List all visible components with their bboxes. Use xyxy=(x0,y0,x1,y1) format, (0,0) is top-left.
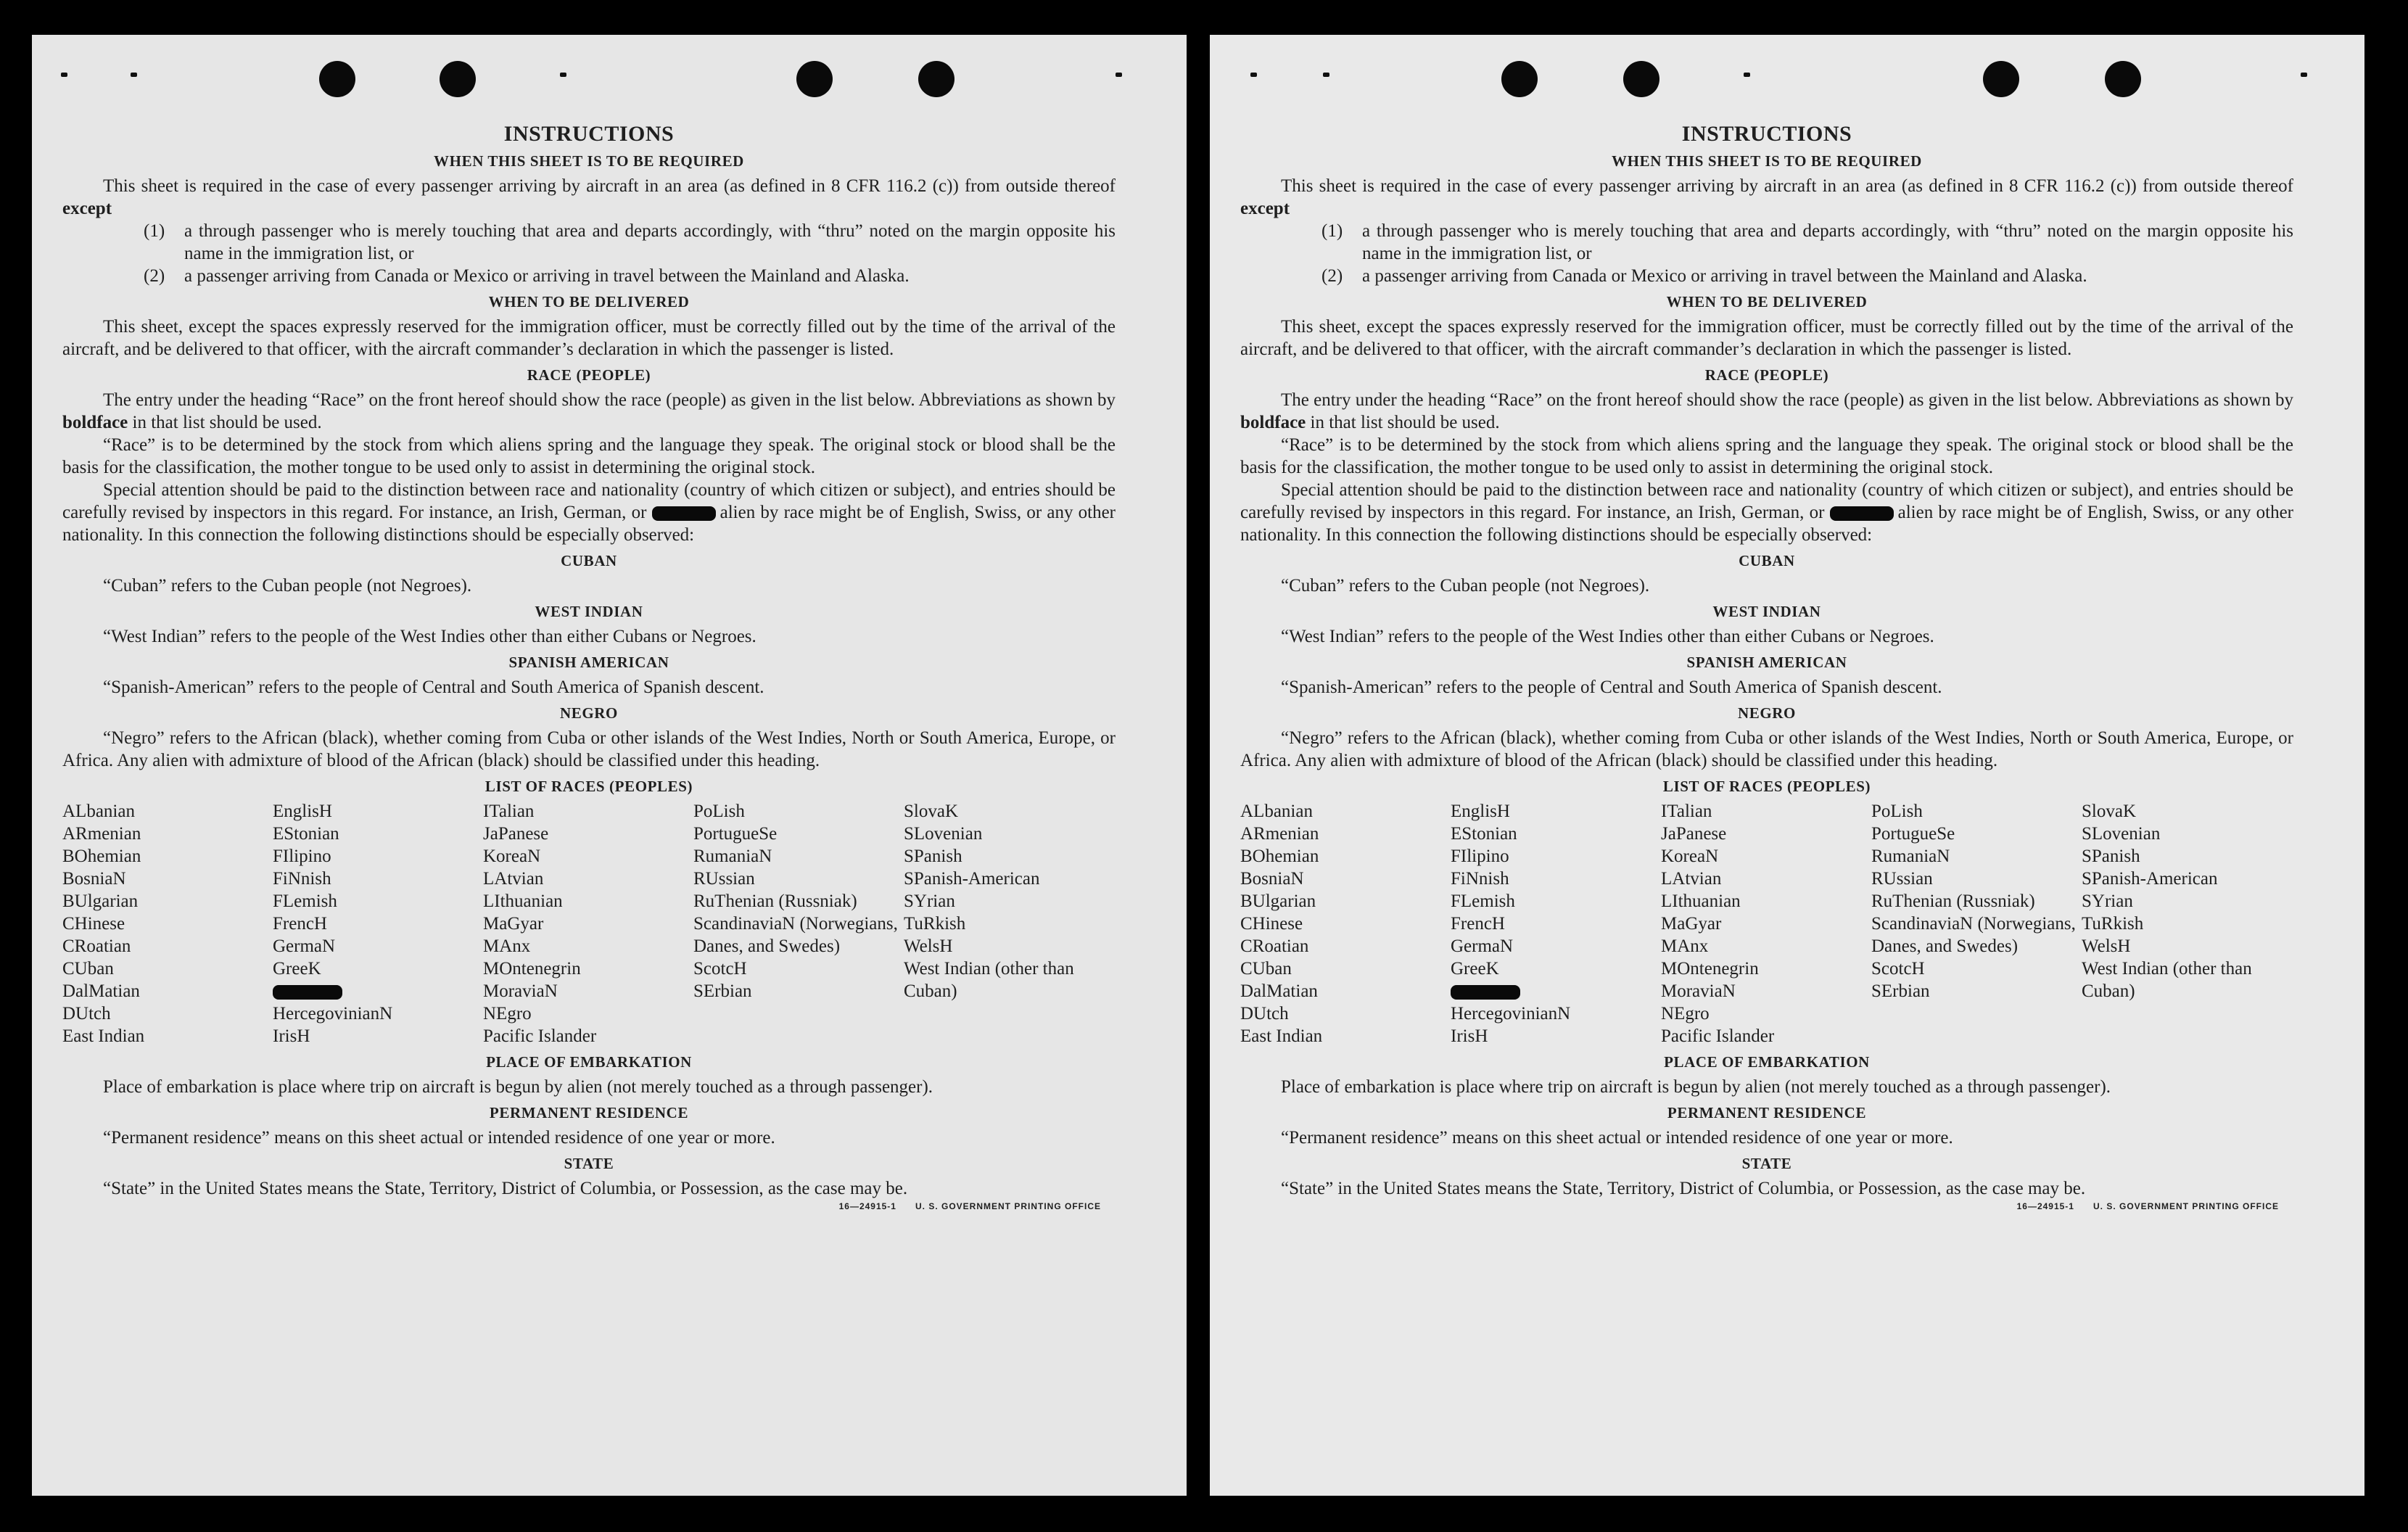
punch-mark xyxy=(61,73,67,77)
binder-hole xyxy=(319,61,355,97)
section-heading-negro: NEGRO xyxy=(1737,704,1796,722)
item-number: (2) xyxy=(1321,266,1343,286)
race-entry: FrencH xyxy=(273,914,327,934)
race-entry: West Indian (other than Cuban) xyxy=(904,959,1074,1001)
race-column xyxy=(1661,800,1871,1047)
paragraph-text: in that list should be used. xyxy=(128,413,322,432)
race-entry: EStonian xyxy=(273,824,339,844)
punch-mark xyxy=(131,73,137,77)
emphasis-except: except xyxy=(62,199,112,218)
binder-hole xyxy=(1983,61,2019,97)
race-entry: West Indian (other than Cuban) xyxy=(2082,959,2252,1001)
race-entry: DalMatian xyxy=(62,981,140,1001)
section-heading-embarkation: PLACE OF EMBARKATION xyxy=(486,1053,692,1071)
race-entry: CRoatian xyxy=(1240,936,1309,956)
race-entry: SErbian xyxy=(1871,981,1930,1001)
paragraph-west-indian: “West Indian” refers to the people of the West Indies other than either Cubans or Negroes. xyxy=(1281,627,1934,646)
race-entry: BUlgarian xyxy=(62,891,139,911)
race-entry: GermaN xyxy=(273,936,336,956)
section-heading-list-of-races: LIST OF RACES (PEOPLES) xyxy=(1662,778,1871,795)
race-entry: East Indian xyxy=(1240,1026,1323,1046)
race-entry: CRoatian xyxy=(62,936,131,956)
paragraph-negro: “Negro” refers to the African (black), whether coming from Cuba or other islands of the West Indies, North or South America, Europe, or Africa. Any alien with admixture of blood of the African (black) should be classified under this heading. xyxy=(1240,728,2293,770)
race-entry: TuRkish xyxy=(2082,914,2144,934)
form-footer xyxy=(62,1200,1116,1213)
paragraph-west-indian: “West Indian” refers to the people of the West Indies other than either Cubans or Negroes. xyxy=(103,627,756,646)
paragraph-residence: “Permanent residence” means on this sheet actual or intended residence of one year or more. xyxy=(103,1128,775,1148)
race-entry: RUssian xyxy=(1871,869,1933,889)
race-entry: ITalian xyxy=(1661,802,1712,821)
race-entry: SPanish-American xyxy=(2082,869,2218,889)
race-entry: ScandinaviaN (Norwegians, Danes, and Swedes) xyxy=(1871,914,2076,956)
race-entry: HercegovinianN xyxy=(273,1004,393,1024)
paragraph-state: “State” in the United States means the State, Territory, District of Columbia, or Possession, as the case may be. xyxy=(1281,1179,2086,1198)
race-entry: IrisH xyxy=(1451,1026,1488,1046)
section-heading-state: STATE xyxy=(564,1155,614,1172)
section-heading-required: WHEN THIS SHEET IS TO BE REQUIRED xyxy=(434,152,744,170)
race-entry: BOhemian xyxy=(1240,847,1319,866)
race-entry: ALbanian xyxy=(62,802,135,821)
race-entry: RuThenian (Russniak) xyxy=(693,891,857,911)
race-column xyxy=(273,800,483,1047)
race-entry: GermaN xyxy=(1451,936,1514,956)
race-entry: GreeK xyxy=(1451,959,1499,979)
emphasis-except: except xyxy=(1240,199,1290,218)
race-entry: PoLish xyxy=(693,802,745,821)
race-entry: JaPanese xyxy=(483,824,549,844)
paragraph-delivered: This sheet, except the spaces expressly reserved for the immigration officer, must be correctly filled out by the time of the arrival of the aircraft, and be delivered to that officer, with the aircraft commander’s declaration in which the passenger is listed. xyxy=(62,317,1116,359)
exception-item-2 xyxy=(62,265,1116,287)
paragraph-text: alien by race might be of English, Swiss, or any other nationality. In this connection the following distinctions should be especially observed: xyxy=(62,503,1116,545)
paragraph-cuban: “Cuban” refers to the Cuban people (not Negroes). xyxy=(103,576,472,596)
race-entry: DalMatian xyxy=(1240,981,1318,1001)
scanned-page-left xyxy=(32,35,1187,1496)
emphasis-boldface: boldface xyxy=(62,413,128,432)
race-entry: SlovaK xyxy=(2082,802,2136,821)
race-column xyxy=(2082,800,2292,1047)
emphasis-boldface: boldface xyxy=(1240,413,1306,432)
race-entry: LAtvian xyxy=(1661,869,1722,889)
race-entry: ITalian xyxy=(483,802,535,821)
item-text: a through passenger who is merely touching that area and departs accordingly, with “thru” noted on the margin opposite his name in the immigration list, or xyxy=(184,221,1116,263)
section-heading-state: STATE xyxy=(1741,1155,1792,1172)
section-heading-list-of-races: LIST OF RACES (PEOPLES) xyxy=(485,778,693,795)
race-column xyxy=(1871,800,2082,1047)
paragraph-text: alien by race might be of English, Swiss, or any other nationality. In this connection the following distinctions should be especially observed: xyxy=(1240,503,2294,545)
paragraph-delivered: This sheet, except the spaces expressly reserved for the immigration officer, must be correctly filled out by the time of the arrival of the aircraft, and be delivered to that officer, with the aircraft commander’s declaration in which the passenger is listed. xyxy=(1240,317,2293,359)
race-entry: BOhemian xyxy=(62,847,141,866)
race-column xyxy=(62,800,273,1047)
race-entry xyxy=(1451,980,1661,1002)
race-entry: KoreaN xyxy=(1661,847,1719,866)
race-entry: SPanish-American xyxy=(904,869,1040,889)
race-entry: RUssian xyxy=(693,869,755,889)
race-entry: CUban xyxy=(62,959,114,979)
section-heading-required: WHEN THIS SHEET IS TO BE REQUIRED xyxy=(1612,152,1922,170)
race-entry: SYrian xyxy=(904,891,955,911)
race-entry: MoraviaN xyxy=(1661,981,1736,1001)
race-entry: SLovenian xyxy=(904,824,983,844)
punch-mark xyxy=(1116,73,1122,77)
paragraph-residence: “Permanent residence” means on this sheet actual or intended residence of one year or more. xyxy=(1281,1128,1953,1148)
race-entry: DUtch xyxy=(1240,1004,1289,1024)
page-title: INSTRUCTIONS xyxy=(1681,122,1852,146)
binder-hole xyxy=(440,61,476,97)
race-entry: HercegovinianN xyxy=(1451,1004,1571,1024)
race-entry: JaPanese xyxy=(1661,824,1727,844)
race-entry: EStonian xyxy=(1451,824,1517,844)
race-entry: MOntenegrin xyxy=(1661,959,1759,979)
paragraph-required xyxy=(1240,175,2293,220)
paragraph-race-1 xyxy=(1240,389,2293,434)
race-entry: CUban xyxy=(1240,959,1292,979)
section-heading-cuban: CUBAN xyxy=(561,552,617,569)
paragraph-text: This sheet is required in the case of every passenger arriving by aircraft in an area (as defined in 8 CFR 116.2 (c)) from outside thereof xyxy=(1281,176,2293,196)
race-entry: MAnx xyxy=(1661,936,1709,956)
race-entry: SErbian xyxy=(693,981,752,1001)
race-entry: DUtch xyxy=(62,1004,111,1024)
race-entry: KoreaN xyxy=(483,847,541,866)
item-text: a passenger arriving from Canada or Mexico or arriving in travel between the Mainland and Alaska. xyxy=(184,266,910,286)
race-entry: ScandinaviaN (Norwegians, Danes, and Swedes) xyxy=(693,914,898,956)
punch-mark xyxy=(2301,73,2307,77)
instructions-content xyxy=(62,122,1116,1213)
race-entry: BosniaN xyxy=(1240,869,1304,889)
race-entry: FIlipino xyxy=(273,847,331,866)
form-number-text: 16—24915-1 xyxy=(2016,1201,2074,1211)
race-entry: BosniaN xyxy=(62,869,126,889)
race-entry: FLemish xyxy=(273,891,337,911)
section-heading-negro: NEGRO xyxy=(559,704,618,722)
section-heading-delivered: WHEN TO BE DELIVERED xyxy=(1666,293,1868,310)
race-entry: MaGyar xyxy=(483,914,544,934)
punch-mark xyxy=(560,73,566,77)
race-entry: BUlgarian xyxy=(1240,891,1316,911)
section-heading-west-indian: WEST INDIAN xyxy=(1712,603,1821,620)
paragraph-text: The entry under the heading “Race” on the front hereof should show the race (people) as given in the list below. Abbreviations as shown by xyxy=(103,390,1116,410)
section-heading-embarkation: PLACE OF EMBARKATION xyxy=(1664,1053,1870,1071)
race-column xyxy=(1240,800,1451,1047)
punch-mark xyxy=(1250,73,1257,77)
race-entry: RuThenian (Russniak) xyxy=(1871,891,2035,911)
paragraph-text: Special attention should be paid to the distinction between race and nationality (country of which citizen or subject), and entries should be carefully revised by inspectors in this regard. For instance, an Irish, German, or xyxy=(1240,480,2293,522)
race-entry: FIlipino xyxy=(1451,847,1509,866)
item-number: (2) xyxy=(144,266,165,286)
race-entry: CHinese xyxy=(1240,914,1303,934)
binder-hole xyxy=(918,61,954,97)
race-entry: WelsH xyxy=(904,936,953,956)
race-column xyxy=(1451,800,1661,1047)
race-entry: MAnx xyxy=(483,936,531,956)
paragraph-text: in that list should be used. xyxy=(1306,413,1500,432)
race-entry: PortugueSe xyxy=(1871,824,1955,844)
race-entry: ARmenian xyxy=(1240,824,1319,844)
race-entry: MaGyar xyxy=(1661,914,1722,934)
race-entry: MOntenegrin xyxy=(483,959,581,979)
race-column xyxy=(483,800,693,1047)
race-entry: NEgro xyxy=(483,1004,532,1024)
section-heading-west-indian: WEST INDIAN xyxy=(535,603,643,620)
race-entry: SPanish xyxy=(2082,847,2140,866)
race-list xyxy=(1240,800,2293,1047)
scanned-page-right xyxy=(1210,35,2364,1496)
paragraph-text: This sheet is required in the case of every passenger arriving by aircraft in an area (as defined in 8 CFR 116.2 (c)) from outside thereof xyxy=(103,176,1116,196)
paragraph-negro: “Negro” refers to the African (black), whether coming from Cuba or other islands of the West Indies, North or South America, Europe, or Africa. Any alien with admixture of blood of the African (black) should be classified under this heading. xyxy=(62,728,1116,770)
footer-row xyxy=(1240,1177,2293,1200)
redaction-mark xyxy=(1451,985,1520,1000)
race-entry: CHinese xyxy=(62,914,125,934)
race-entry: Pacific Islander xyxy=(483,1026,597,1046)
item-number: (1) xyxy=(144,221,165,241)
redaction-mark xyxy=(652,506,716,521)
instructions-content xyxy=(1240,122,2293,1213)
race-entry: WelsH xyxy=(2082,936,2131,956)
race-entry: Pacific Islander xyxy=(1661,1026,1775,1046)
item-text: a through passenger who is merely touching that area and departs accordingly, with “thru” noted on the margin opposite his name in the immigration list, or xyxy=(1362,221,2293,263)
race-entry: ARmenian xyxy=(62,824,141,844)
paragraph-race-2: “Race” is to be determined by the stock from which aliens spring and the language they speak. The original stock or blood shall be the basis for the classification, the mother tongue to be used only to assist in determining the original stock. xyxy=(62,435,1116,477)
race-entry: RumaniaN xyxy=(1871,847,1950,866)
race-entry: ScotcH xyxy=(1871,959,1925,979)
printer-credit: U. S. GOVERNMENT PRINTING OFFICE xyxy=(2092,1201,2279,1211)
binder-hole xyxy=(1623,61,1659,97)
exception-item-1 xyxy=(1240,220,2293,265)
paragraph-race-3 xyxy=(62,479,1116,546)
punch-mark xyxy=(1323,73,1329,77)
race-entry: NEgro xyxy=(1661,1004,1710,1024)
race-entry: FiNnish xyxy=(1451,869,1509,889)
section-heading-race: RACE (PEOPLE) xyxy=(1704,366,1829,384)
race-entry: SlovaK xyxy=(904,802,958,821)
race-entry: TuRkish xyxy=(904,914,966,934)
race-entry: PoLish xyxy=(1871,802,1923,821)
item-number: (1) xyxy=(1321,221,1343,241)
section-heading-spanish-american: SPANISH AMERICAN xyxy=(508,654,669,671)
section-heading-delivered: WHEN TO BE DELIVERED xyxy=(488,293,690,310)
section-heading-spanish-american: SPANISH AMERICAN xyxy=(1686,654,1847,671)
race-entry: FiNnish xyxy=(273,869,331,889)
paragraph-spanish-american: “Spanish-American” refers to the people of Central and South America of Spanish descent. xyxy=(103,678,764,697)
form-number xyxy=(2017,1201,2279,1211)
race-entry xyxy=(273,980,483,1002)
race-column xyxy=(904,800,1114,1047)
paragraph-text: Special attention should be paid to the distinction between race and nationality (country of which citizen or subject), and entries should be carefully revised by inspectors in this regard. For instance, an Irish, German, or xyxy=(62,480,1116,522)
paragraph-race-2: “Race” is to be determined by the stock from which aliens spring and the language they speak. The original stock or blood shall be the basis for the classification, the mother tongue to be used only to assist in determining the original stock. xyxy=(1240,435,2293,477)
paragraph-cuban: “Cuban” refers to the Cuban people (not Negroes). xyxy=(1281,576,1650,596)
race-column xyxy=(693,800,904,1047)
printer-credit: U. S. GOVERNMENT PRINTING OFFICE xyxy=(915,1201,1101,1211)
punch-mark xyxy=(1744,73,1750,77)
binder-hole xyxy=(796,61,833,97)
section-heading-race: RACE (PEOPLE) xyxy=(527,366,651,384)
race-entry: RumaniaN xyxy=(693,847,772,866)
paragraph-race-3 xyxy=(1240,479,2293,546)
paragraph-required xyxy=(62,175,1116,220)
race-entry: ALbanian xyxy=(1240,802,1313,821)
race-entry: LIthuanian xyxy=(1661,891,1741,911)
binder-hole xyxy=(1501,61,1538,97)
item-text: a passenger arriving from Canada or Mexico or arriving in travel between the Mainland and Alaska. xyxy=(1362,266,2087,286)
race-entry: GreeK xyxy=(273,959,321,979)
exception-item-1 xyxy=(62,220,1116,265)
paragraph-spanish-american: “Spanish-American” refers to the people of Central and South America of Spanish descent. xyxy=(1281,678,1942,697)
section-heading-cuban: CUBAN xyxy=(1739,552,1795,569)
race-entry: East Indian xyxy=(62,1026,145,1046)
race-entry: EnglisH xyxy=(1451,802,1510,821)
race-entry: SPanish xyxy=(904,847,962,866)
race-entry: LIthuanian xyxy=(483,891,563,911)
paragraph-embarkation: Place of embarkation is place where trip on aircraft is begun by alien (not merely touched as a through passenger). xyxy=(1281,1077,2111,1097)
race-entry: FLemish xyxy=(1451,891,1515,911)
form-footer xyxy=(1240,1200,2293,1213)
race-entry: FrencH xyxy=(1451,914,1505,934)
paragraph-race-1 xyxy=(62,389,1116,434)
form-number xyxy=(839,1201,1101,1211)
paragraph-embarkation: Place of embarkation is place where trip on aircraft is begun by alien (not merely touched as a through passenger). xyxy=(103,1077,933,1097)
footer-row xyxy=(62,1177,1116,1200)
race-entry: ScotcH xyxy=(693,959,747,979)
binder-hole xyxy=(2105,61,2141,97)
redaction-mark xyxy=(273,985,342,1000)
form-number-text: 16—24915-1 xyxy=(838,1201,896,1211)
race-entry: PortugueSe xyxy=(693,824,778,844)
race-entry: MoraviaN xyxy=(483,981,558,1001)
exception-item-2 xyxy=(1240,265,2293,287)
page-title: INSTRUCTIONS xyxy=(503,122,675,146)
race-list xyxy=(62,800,1116,1047)
paragraph-text: The entry under the heading “Race” on the front hereof should show the race (people) as given in the list below. Abbreviations as shown by xyxy=(1281,390,2293,410)
paragraph-state: “State” in the United States means the State, Territory, District of Columbia, or Possession, as the case may be. xyxy=(103,1179,908,1198)
section-heading-residence: PERMANENT RESIDENCE xyxy=(489,1104,689,1121)
redaction-mark xyxy=(1830,506,1894,521)
race-entry: EnglisH xyxy=(273,802,332,821)
race-entry: IrisH xyxy=(273,1026,310,1046)
race-entry: SYrian xyxy=(2082,891,2133,911)
race-entry: LAtvian xyxy=(483,869,544,889)
section-heading-residence: PERMANENT RESIDENCE xyxy=(1667,1104,1867,1121)
race-entry: SLovenian xyxy=(2082,824,2161,844)
